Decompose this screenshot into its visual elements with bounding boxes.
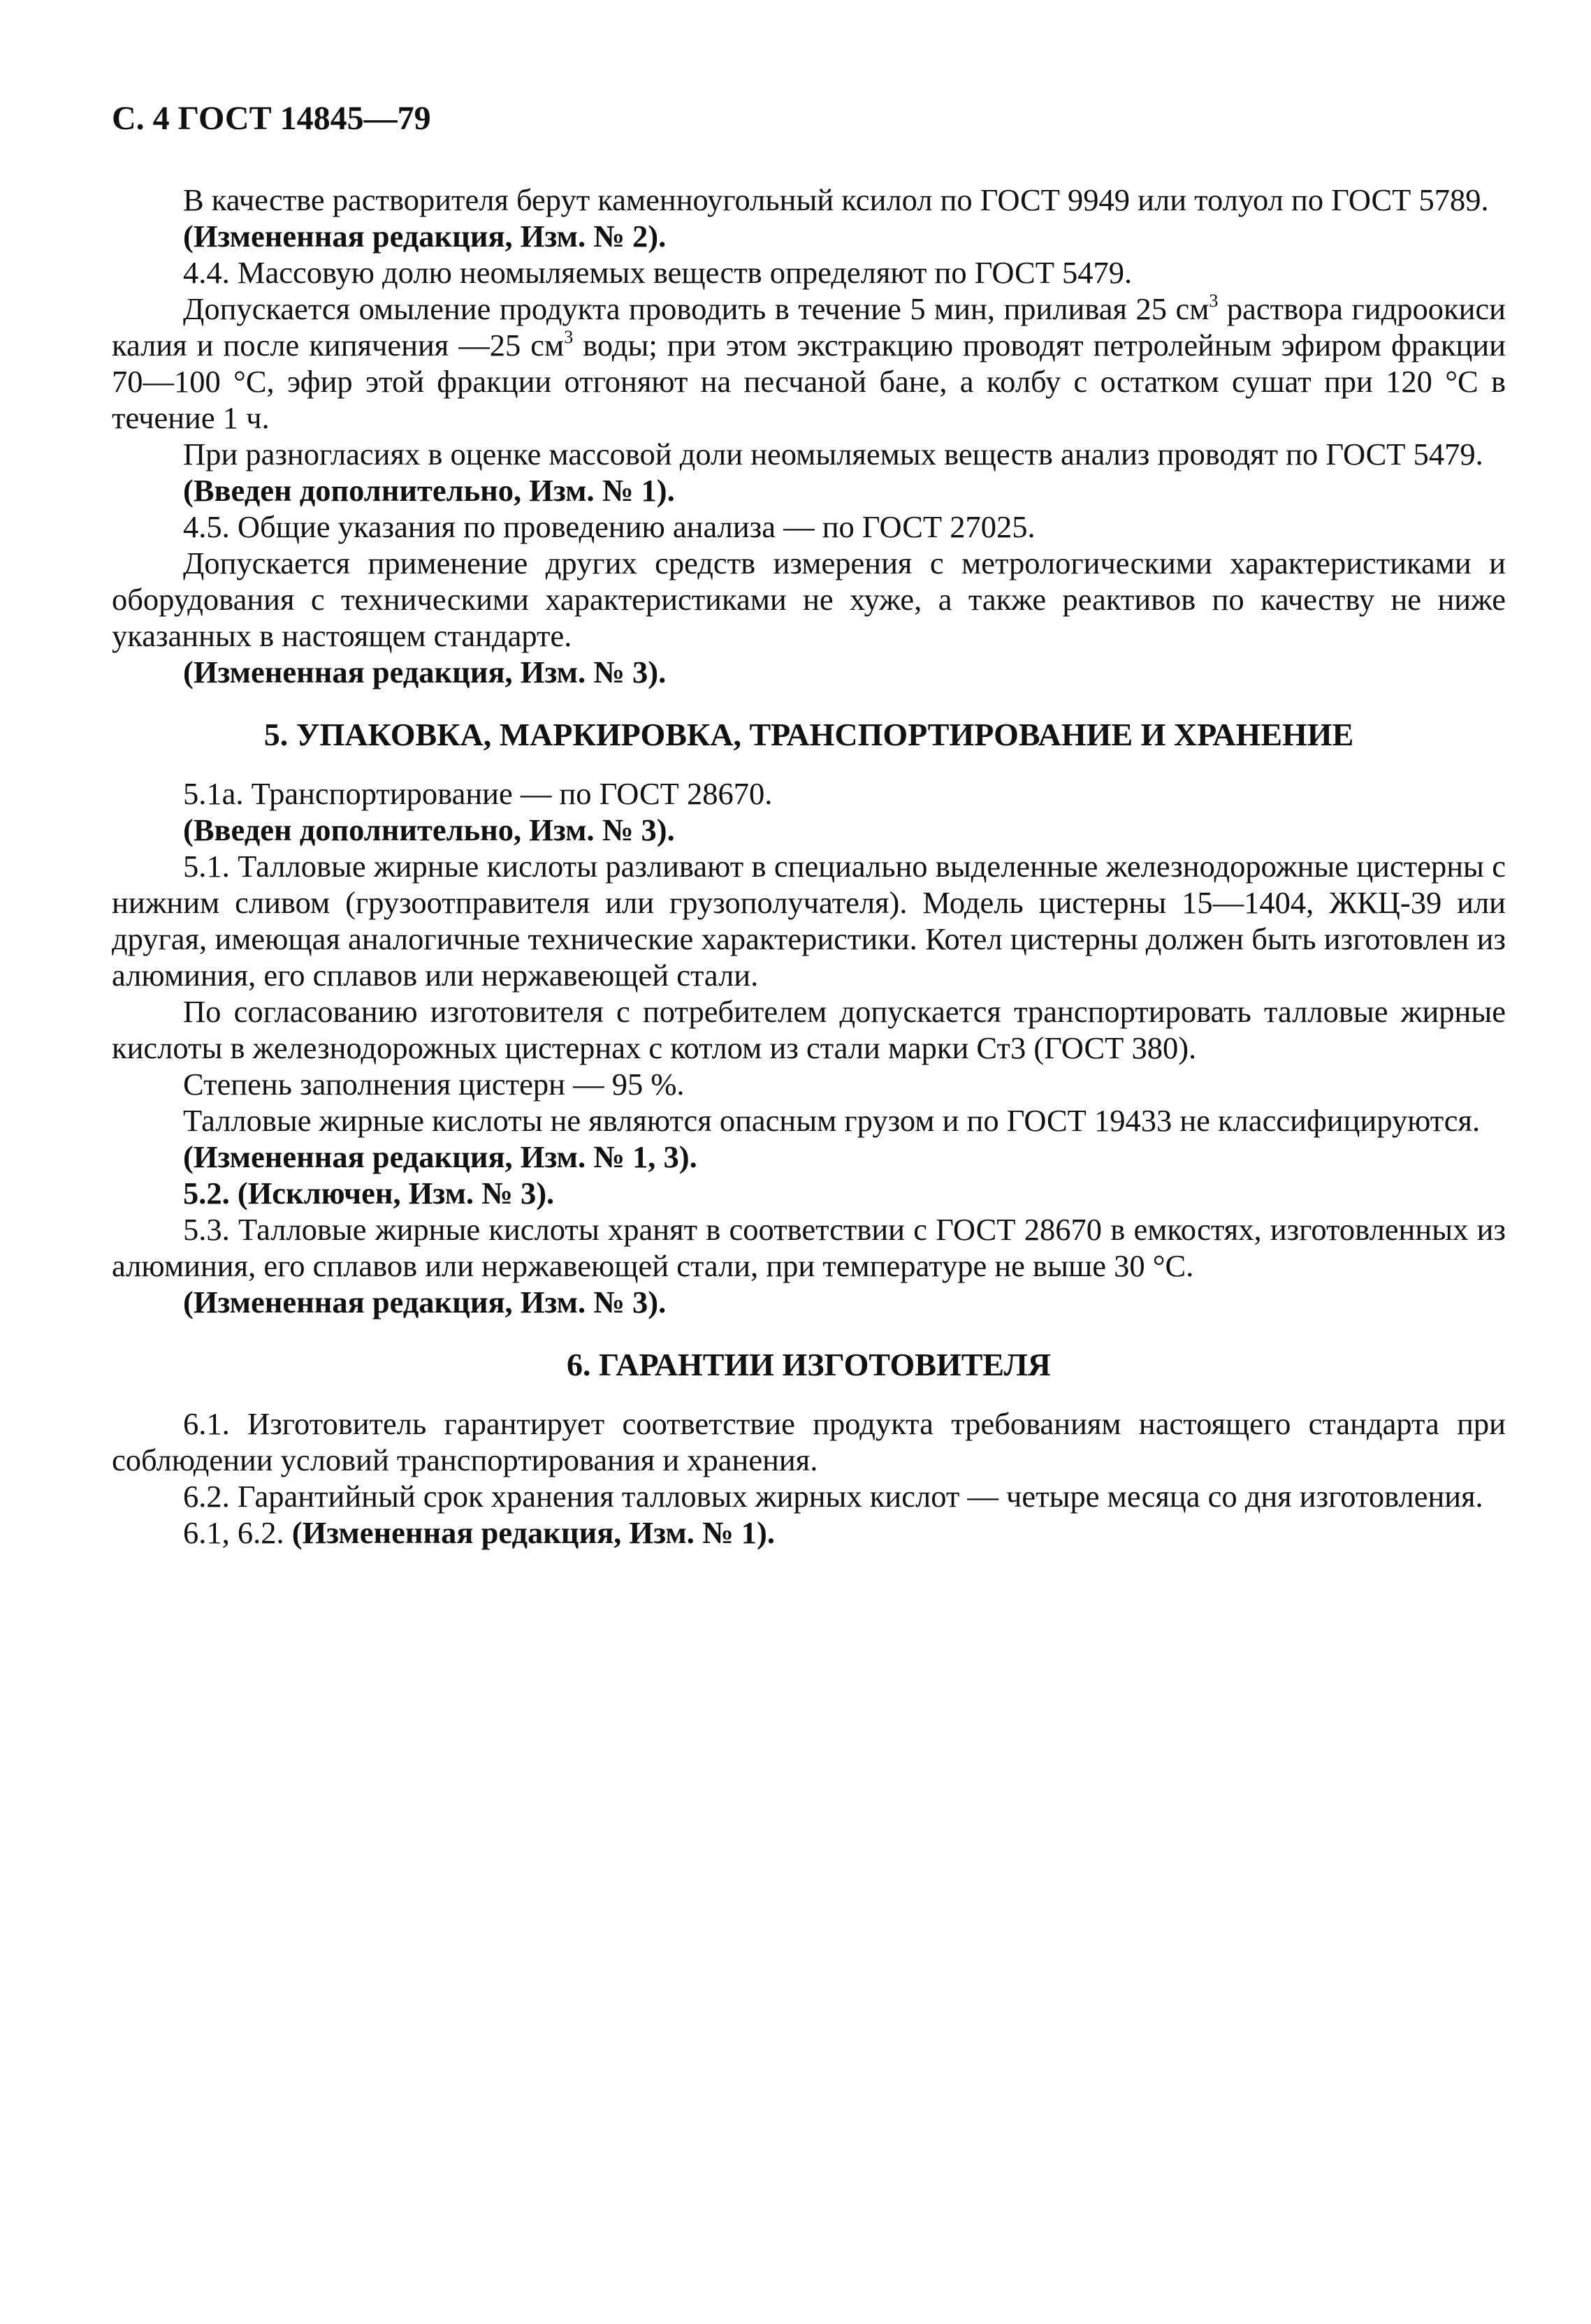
- clause-4-5: 4.5. Общие указания по проведению анализа — по ГОСТ 27025.: [183, 509, 1036, 544]
- clause-6-1-6-2-number: 6.1, 6.2.: [183, 1515, 292, 1550]
- clause-5-1: 5.1. Талловые жирные кислоты разливают в специально выделенные железнодорожные цистерны с нижним сливом (грузоотправителя или грузополучателя). Модель цистерны 15—1404, ЖКЦ-39 или другая, имеющая аналогичные технические характеристики. Котел цистерны должен быть изготовлен из алюминия, его сплавов или нержавеющей стали.: [112, 849, 1506, 993]
- not-dangerous-paragraph: Талловые жирные кислоты не являются опасным грузом и по ГОСТ 19433 не классифицируются.: [183, 1103, 1481, 1138]
- disagreement-paragraph: При разногласиях в оценке массовой доли неомыляемых веществ анализ проводят по ГОСТ 5479.: [183, 437, 1483, 472]
- solvent-paragraph: В качестве растворителя берут каменноугольный ксилол по ГОСТ 9949 или толуол по ГОСТ 5789.: [183, 182, 1489, 217]
- superscript-3-a: 3: [1209, 291, 1219, 311]
- page-header: С. 4 ГОСТ 14845—79: [112, 100, 431, 137]
- section-6-title: 6. ГАРАНТИИ ИЗГОТОВИТЕЛЯ: [567, 1347, 1051, 1382]
- section-5-title: 5. УПАКОВКА, МАРКИРОВКА, ТРАНСПОРТИРОВАНИЕ И ХРАНЕНИЕ: [263, 717, 1354, 752]
- introduced-note-1: (Введен дополнительно, Изм. № 1).: [183, 473, 675, 508]
- revision-note-1-3: (Измененная редакция, Изм. № 1, 3).: [183, 1139, 697, 1174]
- revision-note-2: (Измененная редакция, Изм. № 2).: [183, 219, 667, 254]
- saponification-paragraph: [112, 291, 1506, 436]
- clause-5-1a: 5.1а. Транспортирование — по ГОСТ 28670.: [183, 776, 773, 811]
- revision-note-3: (Измененная редакция, Изм. № 3).: [183, 655, 667, 689]
- introduced-note-3: (Введен дополнительно, Изм. № 3).: [183, 812, 675, 847]
- revision-note-6: (Измененная редакция, Изм. № 1).: [291, 1515, 775, 1550]
- saponification-text-a: Допускается омыление продукта проводить в течение 5 мин, приливая 25 см: [183, 291, 1209, 326]
- clause-6-2: 6.2. Гарантийный срок хранения талловых жирных кислот — четыре месяца со дня изготовления.: [183, 1479, 1483, 1514]
- clause-5-2: 5.2. (Исключен, Изм. № 3).: [183, 1176, 555, 1211]
- clause-6-1: 6.1. Изготовитель гарантирует соответствие продукта требованиям настоящего стандарта при соблюдении условий транспортирования и хранения.: [112, 1406, 1506, 1477]
- saponification-text-b: раствора гидроокиси калия и после кипячения —25 см: [112, 291, 1506, 363]
- saponification-text-c: воды; при этом экстракцию проводят петролейным эфиром фракции 70—100 °С, эфир этой фракции отгоняют на песчаной бане, а колбу с остатком сушат при 120 °С в течение 1 ч.: [112, 328, 1506, 435]
- superscript-3-b: 3: [564, 327, 574, 347]
- other-means-paragraph: Допускается применение других средств измерения с метрологическими характеристиками и оборудования с техническими характеристиками не хуже, а также реактивов по качеству не ниже указанных в настоящем стандарте.: [112, 546, 1506, 653]
- fill-degree-paragraph: Степень заполнения цистерн — 95 %.: [183, 1067, 685, 1102]
- agreement-paragraph: По согласованию изготовителя с потребителем допускается транспортировать талловые жирные кислоты в железнодорожных цистернах с котлом из стали марки Ст3 (ГОСТ 380).: [112, 994, 1506, 1065]
- revision-note-3-b: (Измененная редакция, Изм. № 3).: [183, 1285, 667, 1320]
- clause-5-3: 5.3. Талловые жирные кислоты хранят в соответствии с ГОСТ 28670 в емкостях, изготовленных из алюминия, его сплавов или нержавеющей стали, при температуре не выше 30 °С.: [112, 1212, 1506, 1283]
- clause-4-4: 4.4. Массовую долю неомыляемых веществ определяют по ГОСТ 5479.: [183, 255, 1133, 290]
- clause-6-1-6-2-note: [112, 1514, 1506, 1551]
- document-page: [112, 98, 1506, 1551]
